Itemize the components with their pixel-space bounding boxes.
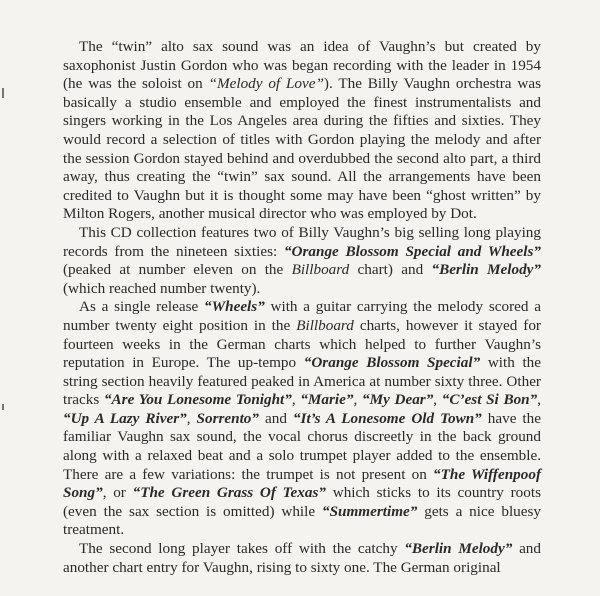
text-run: , xyxy=(433,391,442,409)
text-run: ). The Billy Vaughn orchestra was basically a studio ensemble and employed the finest instrumentalists and singers working in the Los Angeles area during the fifties and sixties. They would record a selection of titles with Gordon playing the melody and after the session Gordon stayed behind and overdubbed the second alto part, a third away, thus creating the “twin” sax sound. All the arrangements have been credited to Vaughn but it is thought some may have been “ghost written” by Milton Rogers, another musical director who was employed by Dot. xyxy=(63,75,541,223)
song-title: “Up A Lazy River” xyxy=(63,409,187,427)
text-run: , xyxy=(291,391,301,409)
song-title: “Orange Blossom Special” xyxy=(303,354,481,372)
song-title: “It’s A Lonesome Old Town” xyxy=(292,409,482,427)
song-title: “Summertime” xyxy=(322,502,418,520)
text-run: The second long player takes off with the catchy xyxy=(79,540,405,558)
text-run: with the string section heavily featured peaked in America at number sixty three. Other tracks xyxy=(63,354,542,409)
text-run: , or xyxy=(102,484,133,502)
text-run: (peaked at number eleven on the xyxy=(63,261,292,279)
paragraph-4 xyxy=(63,540,541,577)
song-title: “Marie” xyxy=(300,391,354,409)
song-title: “C’est Si Bon” xyxy=(441,391,538,409)
paragraph-2 xyxy=(63,224,541,298)
song-title: “The Wiffenpoof Song” xyxy=(63,465,541,502)
song-title: “Orange Blossom Special and Wheels” xyxy=(283,242,542,260)
text-run: This CD collection features two of Billy Vaughn’s big selling long playing records from the nineteen sixties: xyxy=(63,223,541,260)
italic-text: Billboard xyxy=(296,316,354,334)
song-title: Sorrento” xyxy=(196,409,259,427)
paragraph-1 xyxy=(63,38,541,224)
italic-text: Billboard xyxy=(291,261,350,279)
text-run: The “twin” alto sax sound was an idea of Vaughn’s but created by saxophonist Justin Gordon who was began recording with the leader in 1954 (he was the soloist on xyxy=(63,38,541,93)
text-run: (which reached number twenty). xyxy=(63,279,261,297)
text-run: and xyxy=(259,409,293,427)
song-title: “Are You Lonesome Tonight” xyxy=(103,391,292,409)
italic-text: “Melody of Love” xyxy=(208,75,324,93)
song-title: “Wheels” xyxy=(204,298,265,316)
song-title: “Berlin Melody” xyxy=(431,261,542,279)
liner-notes-text xyxy=(63,38,541,577)
text-run: , xyxy=(353,391,362,409)
text-run: have the familiar Vaughn sax sound, the vocal chorus discreetly in the back ground along with a relaxed beat and a solo trumpet player added to the ensemble. There are a few variations: the trumpet is not present on xyxy=(63,409,541,483)
song-title: “The Green Grass Of Texas” xyxy=(132,484,326,502)
song-title: “My Dear” xyxy=(361,391,434,409)
text-run: which sticks to its country roots (even the sax section is omitted) while xyxy=(63,484,541,520)
text-run: and another chart entry for Vaughn, rising to sixty one. The German original xyxy=(63,540,541,576)
scan-edge-mark xyxy=(2,404,4,410)
text-run: charts, however it stayed for fourteen weeks in the German charts which helped to further Vaughn’s reputation in Europe. The up-tempo xyxy=(63,316,541,372)
text-run: chart) and xyxy=(349,261,432,279)
text-run: , xyxy=(186,409,197,427)
paragraph-3 xyxy=(63,298,541,540)
song-title: “Berlin Melody” xyxy=(404,540,513,558)
text-run: , xyxy=(537,391,542,409)
scan-edge-mark xyxy=(2,88,4,98)
text-run: gets a nice bluesy treatment. xyxy=(63,502,542,539)
text-run: with a guitar carrying the melody scored a number twenty eight position in the xyxy=(63,298,541,334)
text-run: As a single release xyxy=(79,298,205,316)
